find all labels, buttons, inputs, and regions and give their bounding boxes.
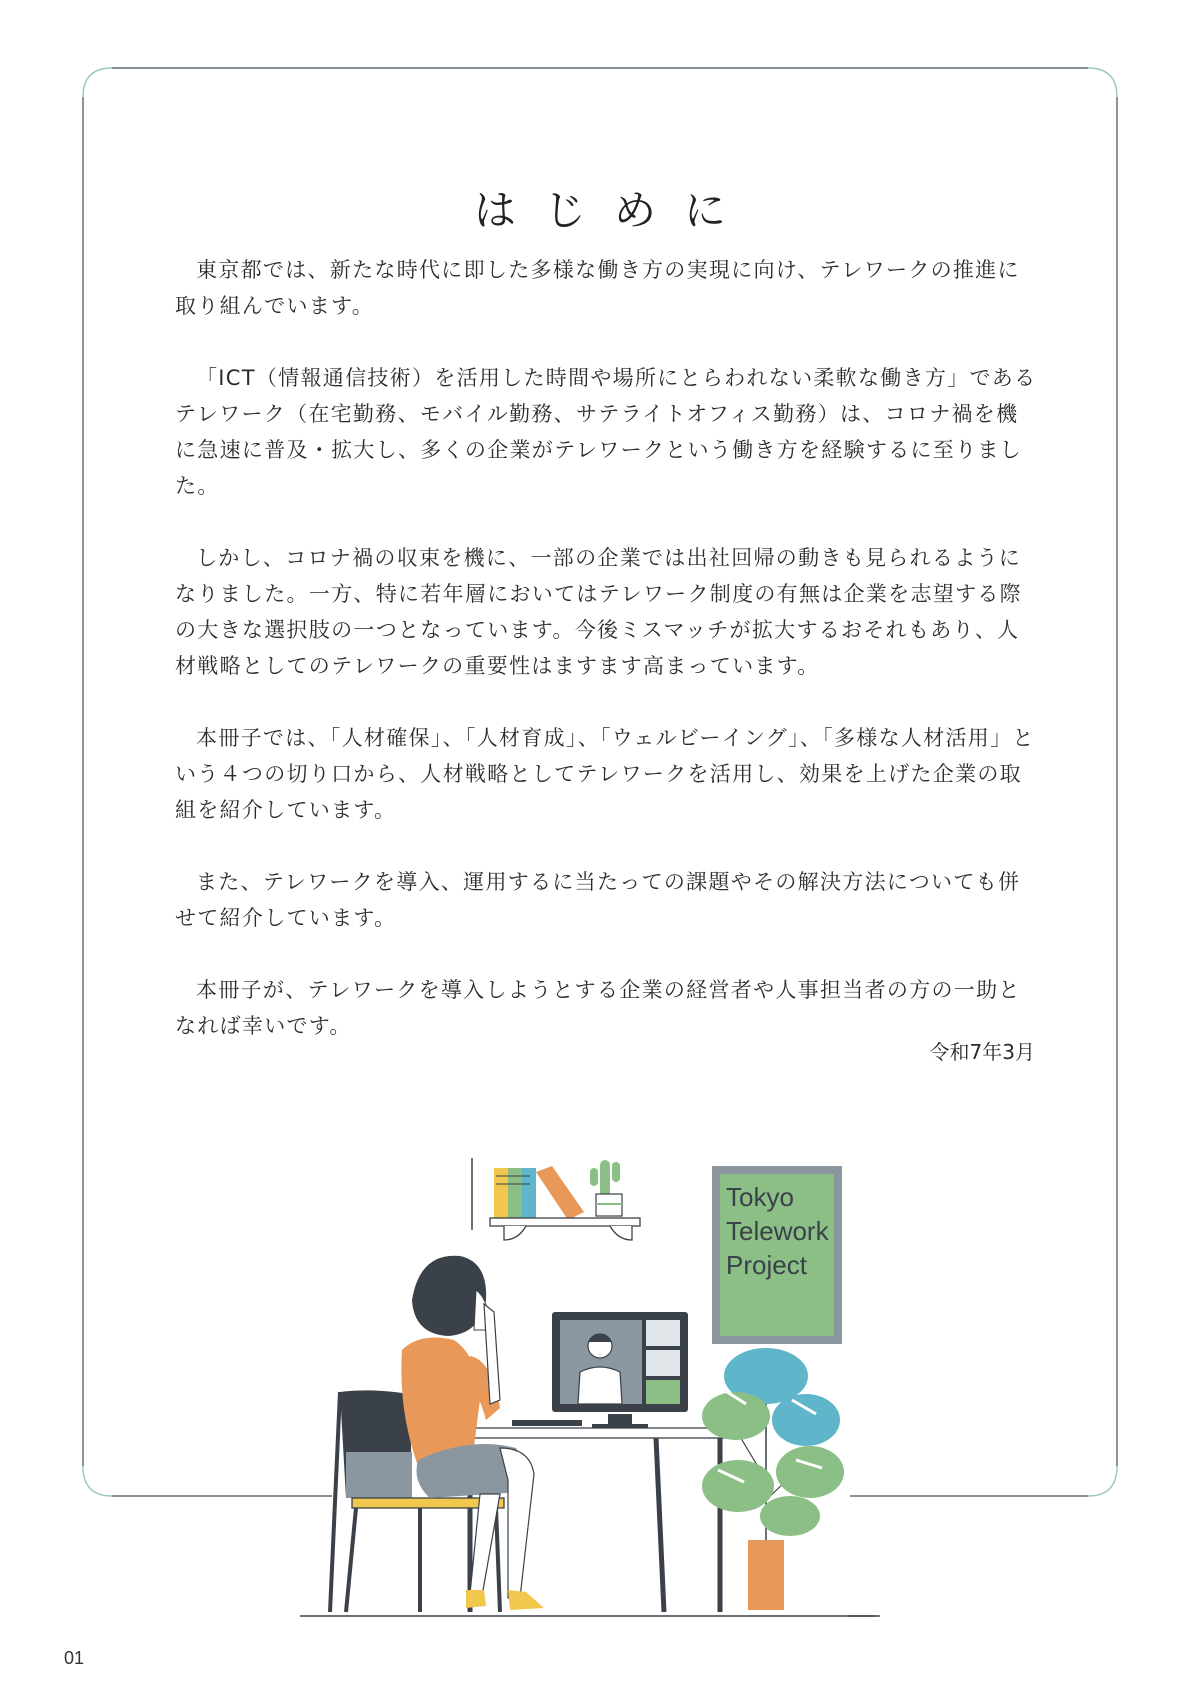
monitor — [552, 1312, 688, 1430]
paragraph: 本冊子では、「人材確保」、「人材育成」、「ウェルビーイング」、「多様な人材活用」という４つの切り口から、人材戦略としてテレワークを活用し、効果を上げた企業の取組を紹介しています。 — [175, 726, 1035, 822]
poster-line: Telework — [726, 1216, 829, 1246]
paragraph: また、テレワークを導入、運用するに当たっての課題やその解決方法についても併せて紹介しています。 — [175, 870, 1021, 930]
paragraph: 本冊子が、テレワークを導入しようとする企業の経営者や人事担当者の方の一助となれば幸いです。 — [175, 978, 1021, 1038]
wall-shelf — [490, 1218, 640, 1240]
books-icon — [494, 1166, 584, 1220]
paragraph: しかし、コロナ禍の収束を機に、一部の企業では出社回帰の動きも見られるようになりました。一方、特に若年層においてはテレワーク制度の有無は企業を志望する際の大きな選択肢の一つとなっています。今後ミスマッチが拡大するおそれもあり、人材戦略としてのテレワークの重要性はますます高まっています。 — [175, 546, 1022, 678]
page-title: はじめに — [473, 186, 754, 236]
plant-icon — [702, 1348, 844, 1610]
page-number: 01 — [64, 1648, 85, 1668]
issue-date: 令和7年3月 — [929, 1040, 1035, 1064]
poster-line: Tokyo — [726, 1182, 794, 1212]
poster — [712, 1166, 842, 1344]
poster-line: Project — [726, 1250, 807, 1280]
paragraph: 「ICT（情報通信技術）を活用した時間や場所にとらわれない柔軟な働き方」であるテレワーク（在宅勤務、モバイル勤務、サテライトオフィス勤務）は、コロナ禍を機に急速に普及・拡大し、多くの企業がテレワークという働き方を経験するに至りました。 — [175, 366, 1037, 498]
paragraph: 東京都では、新たな時代に即した多様な働き方の実現に向け、テレワークの推進に取り組んでいます。 — [175, 258, 1020, 318]
cactus-icon — [590, 1160, 622, 1216]
